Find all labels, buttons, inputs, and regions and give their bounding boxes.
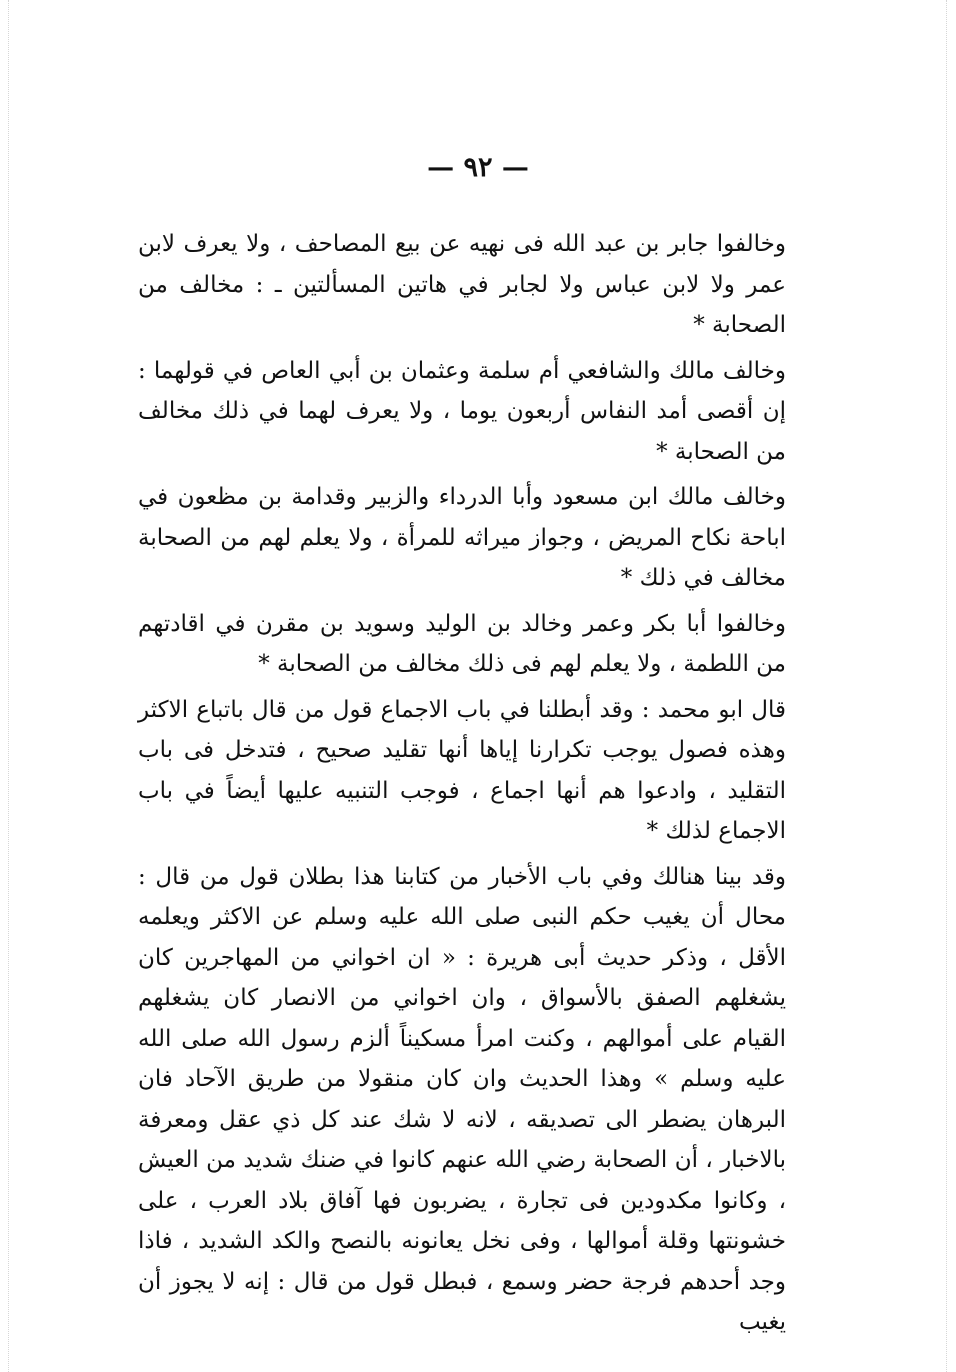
body-text [138, 224, 786, 1343]
left-margin-dots [8, 0, 9, 1372]
paragraph-1: وخالفوا جابر بن عبد الله فى نهيه عن بيع المصاحف ، ولا يعرف لابن عمر ولا لابن عباس ولا لجابر في هاتين المسألتين ـ : مخالف من الصحابة * [138, 231, 786, 338]
paragraph-6: وقد بينا هنالك وفي باب الأخبار من كتابنا هذا بطلان قول من قال : محال أن يغيب حكم النبى صلى الله عليه وسلم عن الاكثر ويعلمه الأقل ، وذكر حديث أبى هريرة : « ان اخواني من المهاجرين كان يشغلهم الصفق بالأسواق ، وان اخواني من الانصار كان يشغلهم القيام على أموالهم ، وكنت امرأ مسكيناً ألزم رسول الله صلى الله عليه وسلم » وهذا الحديث وان كان منقولا من طريق الآحاد فان البرهان يضطر الى تصديقه ، لانه لا شك عند كل ذي عقل ومعرفة بالاخبار ، أن الصحابة رضي الله عنهم كانوا في ضنك شديد من العيش ، وكانوا مكدودين فى تجارة ، يضربون فها آفاق بلاد العرب ، على خشونتها وقلة أموالها ، وفى نخل يعانونه بالنصح والكد الشديد ، فاذا وجد أحدهم فرجة حضر وسمع ، فبطل قول من قال : إنه لا يجوز أن يغيب [138, 863, 786, 1335]
page-number: — ٩٢ — [427, 152, 529, 183]
paragraph-5: قال ابو محمد : وقد أبطلنا في باب الاجماع قول من قال باتباع الاكثر وهذه فصول يوجب تكرارنا إياها أنها تقليد صحيح ، فتدخل فى باب التقليد ، وادعوا هم أنها اجماع ، فوجب التنبيه عليها أيضاً في باب الاجماع لذلك * [138, 696, 786, 844]
right-margin-dots [946, 0, 947, 1372]
paragraph-3: وخالف مالك ابن مسعود وأبا الدرداء والزبير وقدامة بن مظعون في اباحة نكاح المريض ، وجواز ميراثه للمرأة ، ولا يعلم لهم من الصحابة مخالف في ذلك * [138, 484, 786, 591]
paragraph-2: وخالف مالك والشافعي أم سلمة وعثمان بن أبي العاص في قولهما : إن أقصى أمد النفاس أربعون يوما ، ولا يعرف لهما في ذلك مخالف من الصحابة * [138, 357, 786, 465]
paragraph-4: وخالفوا أبا بكر وعمر وخالد بن الوليد وسويد بن مقرن في اقادتهم من اللطمة ، ولا يعلم لهم فى ذلك مخالف من الصحابة * [138, 610, 786, 677]
